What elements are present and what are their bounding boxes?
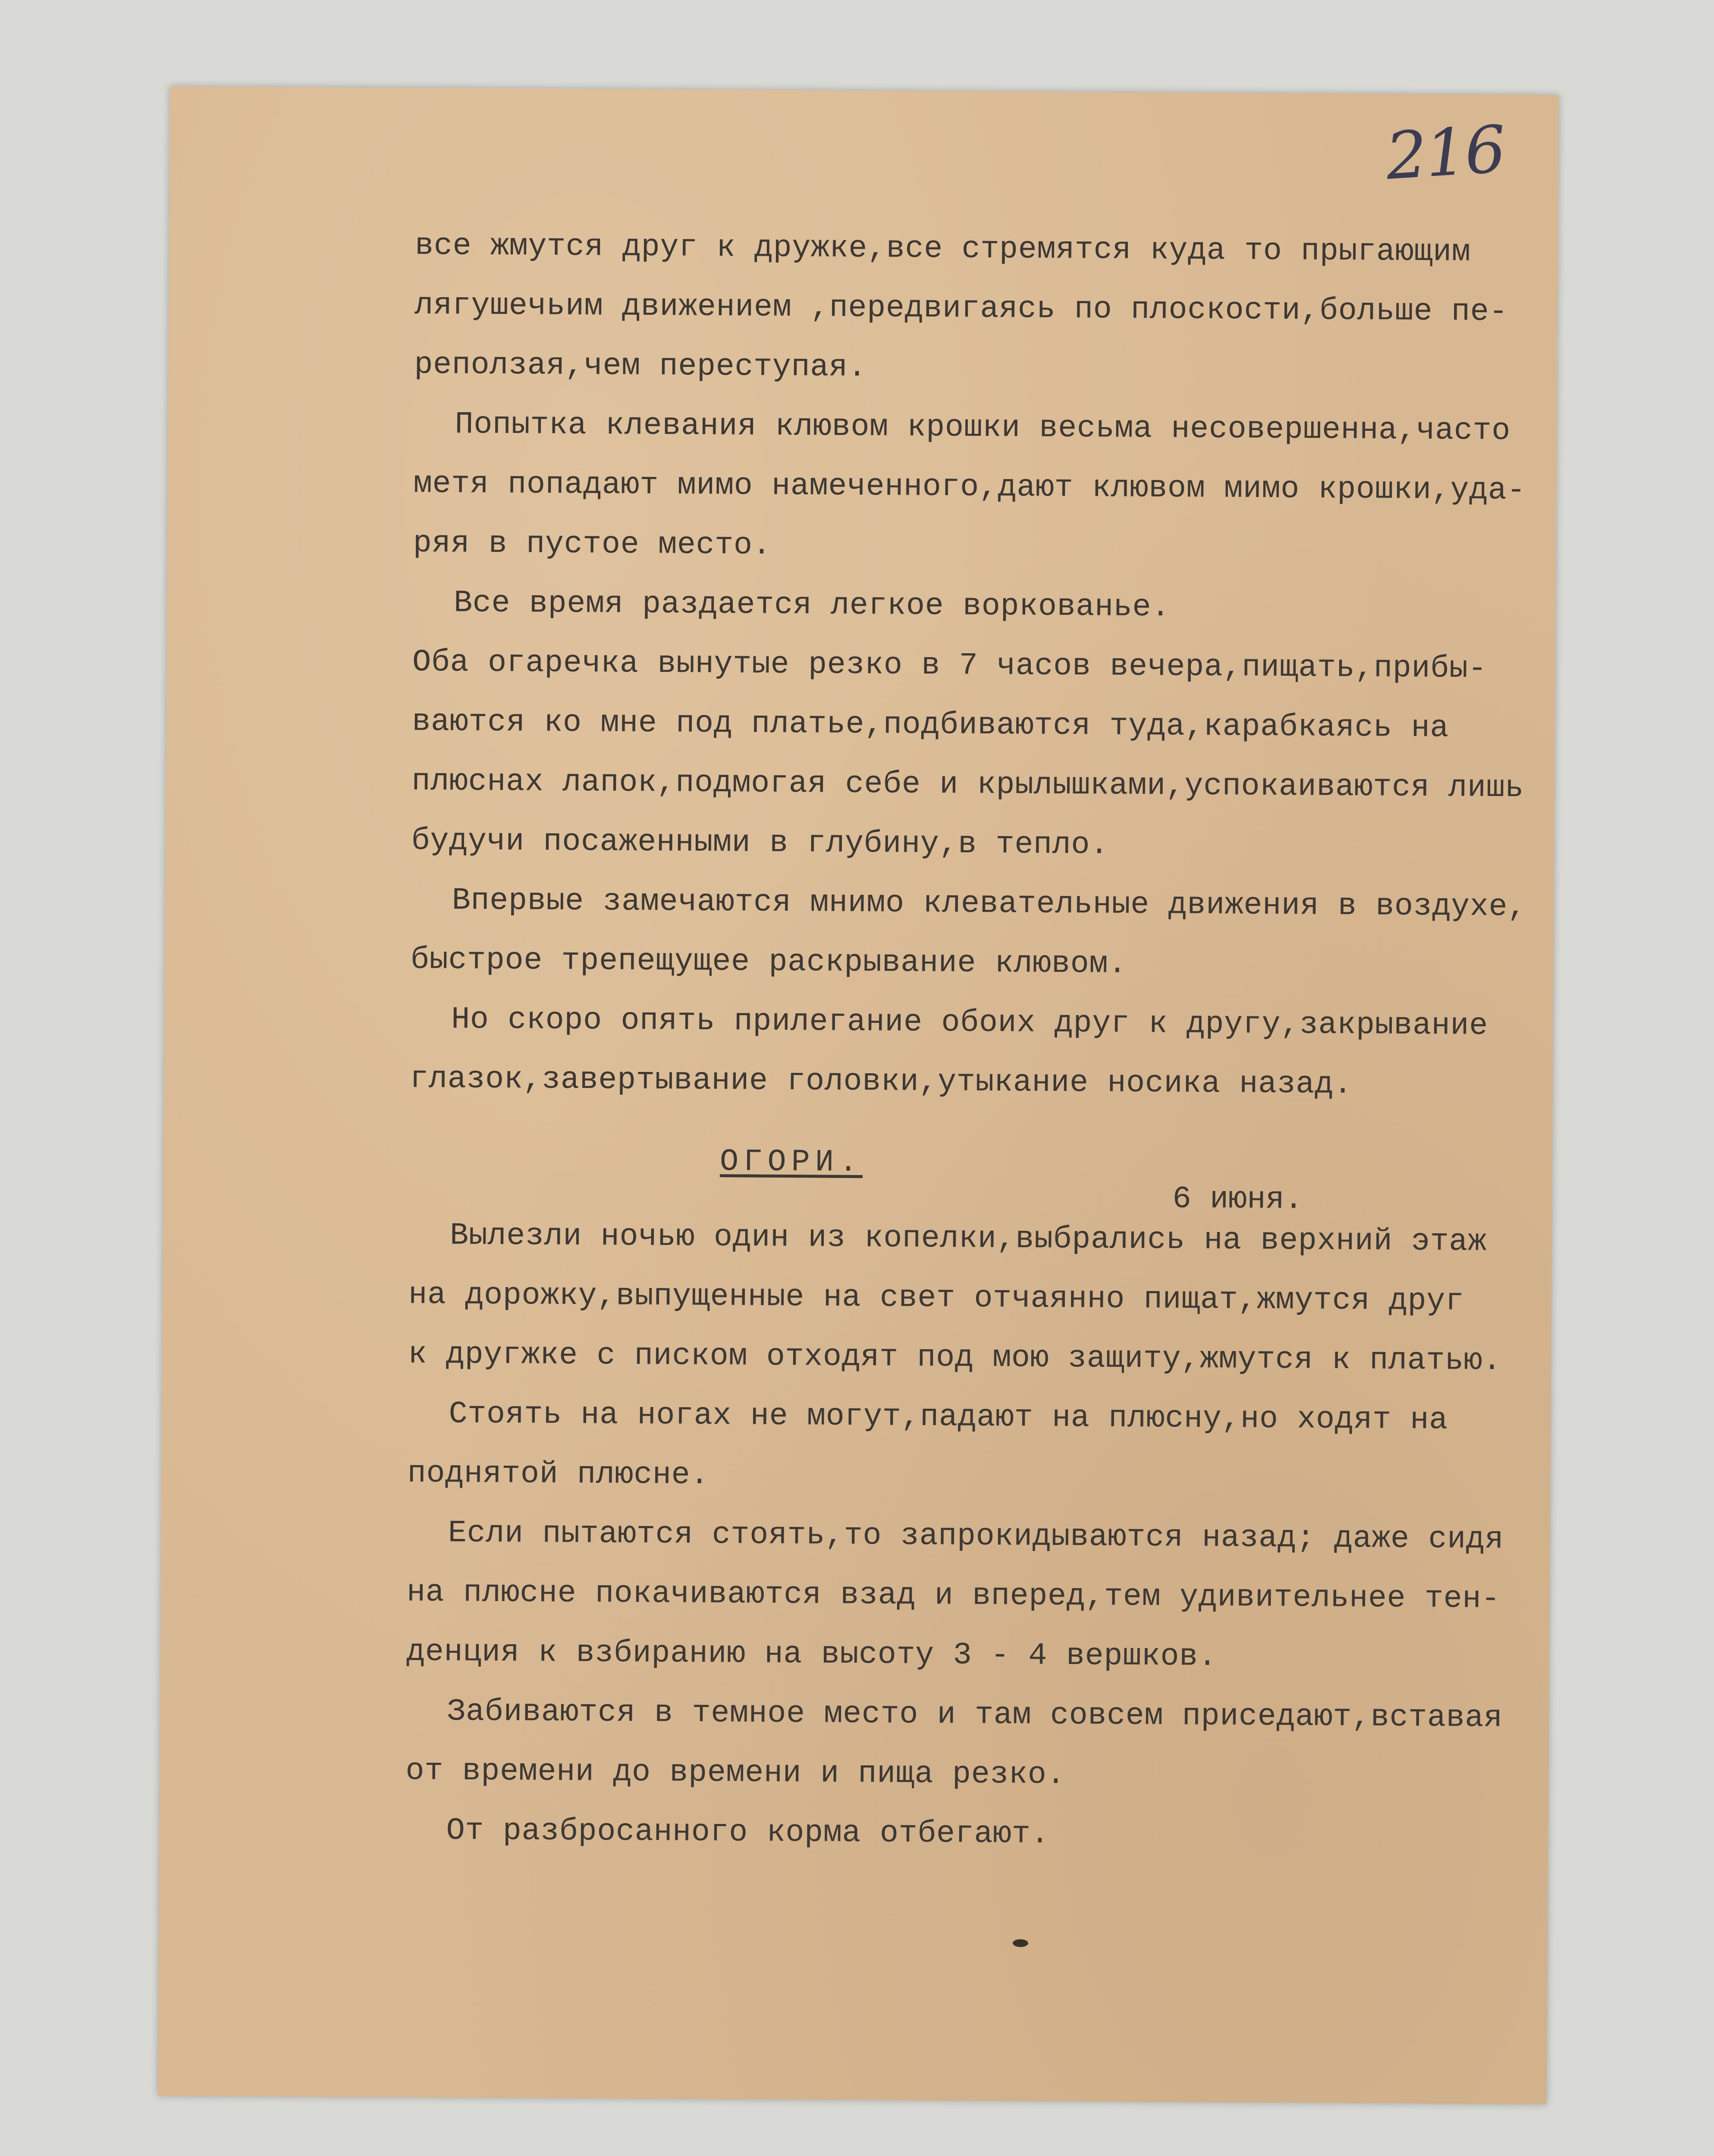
text-line: на дорожку,выпущенные на свет отчаянно пищат,жмутся друг [408,1277,1464,1319]
text-line: глазок,завертывание головки,утыкание носика назад. [409,1061,1353,1102]
text-line: к другжке с писком отходят под мою защиту,жмутся к платью. [408,1336,1502,1379]
section-heading: ОГОРИ. [719,1144,863,1181]
text-line: денция к взбиранию на высоту 3 - 4 вершков. [406,1634,1217,1675]
ink-mark [1013,1939,1028,1947]
text-line: от времени до времени и пища резко. [405,1753,1066,1792]
text-line: Оба огаречка вынутые резко в 7 часов вечера,пищать,прибы- [412,644,1487,686]
text-line: Все время раздается легкое воркованье. [453,585,1171,625]
text-line: Вылезли ночью один из копелки,выбрались на верхний этаж [449,1218,1487,1260]
text-line: поднятой плюсне. [407,1455,709,1493]
text-line: ряя в пустое место. [413,525,772,563]
text-line: Забиваются в темное место и там совсем приседают,вставая [447,1694,1503,1736]
text-line: лягушечьим движением ,передвигаясь по плоскости,больше пе- [414,287,1508,330]
text-line: ваются ко мне под платье,подбиваются туда,карабкаясь на [412,704,1449,746]
text-line: реползая,чем переступая. [414,347,867,385]
section-header [409,1142,1548,1218]
paragraphs-before-heading [410,230,1554,1130]
entry-date: 6 июня. [1172,1181,1303,1218]
text-line: Если пытаются стоять,то запрокидываются назад; даже сидя [448,1515,1504,1557]
text-line: От разбросанного корма отбегают. [446,1813,1050,1852]
text-line: быстрое трепещущее раскрывание клювом. [410,942,1127,982]
typewritten-page [158,86,1559,2104]
text-line: Попытка клевания клювом крошки весьма несовершенна,часто [455,407,1511,449]
text-line: Впервые замечаются мнимо клевательные движения в воздухе, [452,883,1527,925]
text-line: метя попадают мимо намеченного,дают клювом мимо крошки,уда- [413,466,1526,508]
page-text [405,230,1554,1881]
text-line: плюснах лапок,подмогая себе и крылышками,успокаиваются лишь [411,763,1524,806]
text-line: на плюсне покачиваются взад и вперед,тем удивительнее тен- [406,1574,1501,1617]
folio-number: 216 [1384,112,1507,194]
paragraphs-after-heading [405,1220,1548,1881]
text-line: Но скоро опять прилегание обоих друг к другу,закрывание [451,1002,1488,1044]
text-line: все жмутся друг к дружке,все стремятся куда то прыгающим [414,228,1471,270]
text-line: Стоять на ногах не могут,падают на плюсну,но ходят на [449,1396,1448,1438]
text-line: будучи посаженными в глубину,в тепло. [411,823,1109,863]
